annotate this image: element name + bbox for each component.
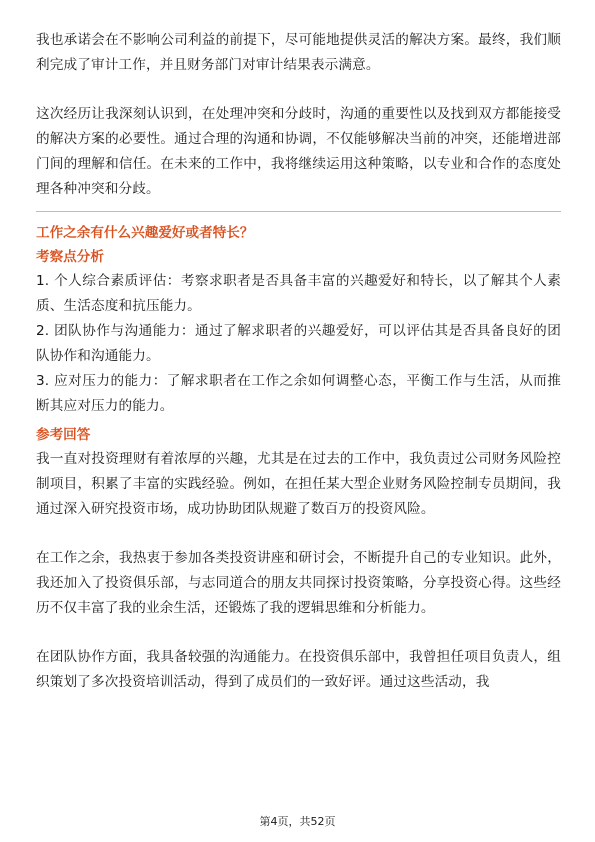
question-heading: 工作之余有什么兴趣爱好或者特长？	[36, 225, 254, 241]
analysis-title: 考察点分析	[36, 249, 104, 265]
intro-paragraph: 我也承诺会在不影响公司利益的前提下，尽可能地提供灵活的解决方案。最终，我们顺利完成了审计工作，并且财务部门对审计结果表示满意。	[36, 32, 561, 73]
intro-paragraph: 这次经历让我深刻认识到，在处理冲突和分歧时，沟通的重要性以及找到双方都能接受的解决方案的必要性。通过合理的沟通和协调，不仅能够解决当前的冲突，还能增进部门间的理解和信任。在未来的工作中，我将继续运用这种策略，以专业和合作的态度处理各种冲突和分歧。	[36, 106, 561, 197]
answer-paragraph: 我一直对投资理财有着浓厚的兴趣，尤其是在过去的工作中，我负责过公司财务风险控制项目，积累了丰富的实践经验。例如，在担任某大型企业财务风险控制专员期间，我通过深入研究投资市场，成功协助团队规避了数百万的投资风险。	[36, 451, 561, 517]
answer-title: 参考回答	[36, 427, 91, 443]
analysis-item: 3. 应对压力的能力：了解求职者在工作之余如何调整心态，平衡工作与生活，从而推断其应对压力的能力。	[36, 373, 561, 414]
answer-paragraph: 在团队协作方面，我具备较强的沟通能力。在投资俱乐部中，我曾担任项目负责人，组织策划了多次投资培训活动，得到了成员们的一致好评。通过这些活动，我	[36, 649, 561, 690]
paragraph-gap	[36, 621, 561, 645]
paragraph-gap	[36, 522, 561, 546]
page-number: 第4页，共52页	[259, 815, 336, 828]
section-divider	[36, 211, 561, 212]
analysis-item: 2. 团队协作与沟通能力：通过了解求职者的兴趣爱好，可以评估其是否具备良好的团队协作和沟通能力。	[36, 323, 561, 364]
analysis-item: 1. 个人综合素质评估：考察求职者是否具备丰富的兴趣爱好和特长，以了解其个人素质、生活态度和抗压能力。	[36, 273, 561, 314]
page-content	[36, 28, 561, 695]
paragraph-gap	[36, 78, 561, 102]
answer-paragraph: 在工作之余，我热衷于参加各类投资讲座和研讨会，不断提升自己的专业知识。此外，我还加入了投资俱乐部，与志同道合的朋友共同探讨投资策略，分享投资心得。这些经历不仅丰富了我的业余生活，还锻炼了我的逻辑思维和分析能力。	[36, 550, 561, 616]
